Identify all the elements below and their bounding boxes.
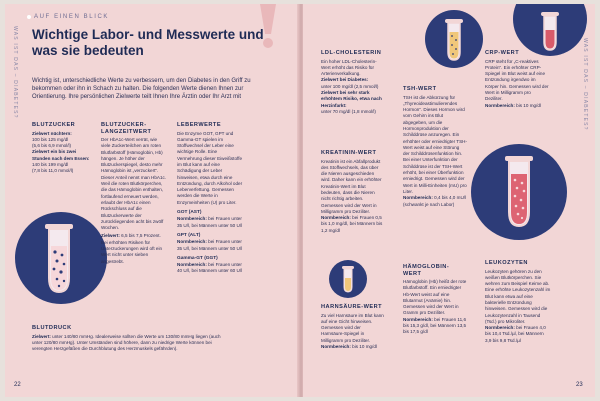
target-label: Zielwert bei sehr stark erhöhtem Risiko, etwa nach Herzinfarkt: (321, 89, 382, 108)
section-haemoglobin (403, 264, 467, 336)
section-langzeitwert (101, 122, 167, 265)
section-heading: LEUKOZYTEN (485, 260, 528, 266)
test-tube-icon (513, 4, 587, 56)
section-heading: BLUTDRUCK (32, 325, 72, 331)
running-head-left: WAS IST DAS – DIABETES? (12, 26, 18, 119)
norm-label: Normbereich: (177, 216, 207, 222)
section-text: Kreatinin ist ein Abfallprodukt des Stoffwechsels, das über die Nieren ausgeschieden wird. Daher kann ein erhöhter Kreatinin-Wert im Blut bedeuten, dass die Nieren nicht richtig arbeiten. Gemessen wird der Wert in Milligramm pro Deziliter. (321, 158, 382, 214)
sub-heading: Gamma-GT (GGT) (177, 255, 218, 261)
norm-label: Normbereich: (177, 262, 207, 268)
test-tube-icon (471, 144, 567, 240)
target-value: (5,6 bis 6,9 mmol/l) (32, 143, 72, 149)
norm-value: bis 10 mg/dl (516, 102, 541, 108)
kicker: AUF EINEN BLICK (34, 14, 110, 20)
running-head-right: WAS IST DAS – DIABETES? (582, 38, 588, 131)
target-value: (7,8 bis 11,0 mmol/l) (32, 168, 74, 174)
target-label: Zielwert ein bis zwei Stunden nach dem Essen: (32, 149, 90, 161)
intro-text: Wichtig ist, unterschiedliche Werte zu verbessern, um den Diabetes in den Griff zu bekommen oder ihn in Schach zu halten. Die folgenden Werte dienen Ihnen zur Orientierung. Ihre persönlichen Zielwerte teilt Ihnen Ihre Ärztin oder Ihr Arzt mit (32, 78, 251, 100)
section-harnsaeure (321, 304, 385, 350)
test-tube-illustration (513, 4, 587, 56)
norm-value: bei Frauen unter 35 U/l, bei Männern unter 50 U/l (177, 239, 243, 251)
section-heading: LDL-CHOLESTERIN (321, 50, 382, 56)
norm-label: Normbereich: (177, 239, 207, 245)
norm-label: Normbereich: (321, 343, 351, 349)
target-value: unter 140/80 mmHg. Idealerweise sollten die Werte um 130/80 mmHg liegen (auch unter 120/80 mmHg). Unter Umständen sind höhere, dann zu niedrige Werte können bei verengten Herzgefäßen die Durchblutung des Herzmuskels gefährden). (32, 333, 221, 352)
section-leukozyten (485, 260, 551, 344)
right-page (303, 4, 595, 397)
page-title: Wichtige Labor- und Messwerte und was sie bedeuten (32, 27, 264, 58)
left-page (5, 4, 299, 397)
section-text: Der HbA1c-Wert verrät, wie viele Zuckerteilchen am roten Blutfarbstoff (Hämoglobin, Hb) hängen. Je höher der Blutzuckerspiegel, desto mehr Hämoglobin ist „verzuckert“. Dieser Anteil nennt man HbA1c. Weil die roten Blutkörperchen, die das Hämoglobin enthalten, fortlaufend erneuert werden, erlaubt der HbA1c einen Rückschluss auf die Blutzuckerwerte der zurückliegenden acht bis zwölf Wochen. (101, 137, 167, 231)
norm-label: Normbereich: (321, 215, 351, 221)
section-tsh (403, 86, 467, 208)
test-tube-icon (425, 10, 483, 68)
target-value: 100 bis 125 mg/dl (32, 136, 69, 142)
page-number-left: 22 (14, 382, 21, 388)
target-label: Zielwert bei Diabetes: (321, 77, 369, 83)
target-label: Zielwert: (101, 233, 120, 239)
norm-label: Normbereich: (403, 195, 433, 201)
section-text: CRP steht für „C-reaktives Protein“. Ein erhöhter CRP-Spiegel im Blut weist auf eine Entzündung irgendwo im Körper hin. Gemessen wird der Wert in Milligramm pro Deziliter. (485, 58, 549, 102)
norm-label: Normbereich: (403, 316, 433, 322)
norm-value: bis 10 mg/dl (352, 343, 377, 349)
page-number-right: 23 (576, 382, 583, 388)
test-tube-icon (329, 260, 367, 298)
section-leberwerte (177, 122, 243, 275)
target-value: 6,5 bis 7,5 Prozent. Bei erhöhten Risiken für Unterzuckerungen wird oft ein Wert nicht unter sieben angestrebt. (101, 233, 163, 264)
section-crp (485, 50, 549, 109)
section-heading: TSH-WERT (403, 86, 437, 92)
section-heading: CRP-WERT (485, 50, 520, 56)
test-tube-icon (15, 212, 107, 304)
norm-value: bei Frauen unter 40 U/l, bei Männern unter 60 U/l (177, 262, 243, 274)
test-tube-illustration (425, 10, 483, 68)
target-value: unter 100 mg/dl (2,5 mmol/l) (321, 83, 379, 89)
target-label: Zielwert nüchtern: (32, 130, 72, 136)
section-text: Hämoglobin (Hb) heißt der rote Blutfarbstoff. Ein erniedrigter Hb-Wert weist auf eine Blutarmut (Anämie) hin. Gemessen wird der Wert in Gramm pro Deziliter. (403, 279, 467, 316)
section-heading: HÄMOGLOBIN-WERT (403, 264, 450, 277)
section-blutzucker (32, 122, 94, 175)
section-heading: HARNSÄURE-WERT (321, 304, 383, 310)
section-text: Die Enzyme GOT, GPT und Gamma-GT spielen im Stoffwechsel der Leber eine wichtige Rolle. Eine Vermehrung dieser Eiweißstoffe im Blut kann auf eine Schädigung der Leber hinweisen, etwa durch eine Entzündung, durch Alkohol oder Leberverfettung. Gemessen werden die Werte in Enzymeinheiten (U) pro Liter. (177, 130, 243, 205)
section-ldl (321, 50, 385, 115)
test-tube-illustration (471, 144, 567, 240)
section-text: Leukozyten gehören zu den weißen Blutkörperchen. Sie wehren zum Beispiel Keime ab. Eine erhöhte Leukozytenzahl im Blut kann etwa auf eine bakterielle Entzündung hinweisen. Gemessen wird die Leukozytenzahl in Tausend (Tsd.) pro Mikroliter. (485, 268, 551, 324)
section-heading: BLUTZUCKER-LANGZEITWERT (101, 122, 152, 135)
section-heading: BLUTZUCKER (32, 122, 76, 128)
section-heading: LEBERWERTE (177, 122, 222, 128)
test-tube-illustration (329, 260, 367, 298)
kicker-dot-icon (27, 15, 31, 19)
section-text: Ein hoher LDL-Cholesterin-Wert erhöht das Risiko für Arterienverkalkung. (321, 58, 377, 77)
norm-label: Normbereich: (485, 102, 515, 108)
norm-value: bei Frauen 4,0 bis 10,4 Tsd./µl, bei Männern 3,9 bis 9,8 Tsd./µl (485, 325, 546, 343)
test-tube-illustration (15, 212, 107, 304)
sub-heading: GOT (AST) (177, 210, 202, 216)
section-heading: KREATININ-WERT (321, 150, 377, 156)
target-value: unter 70 mg/dl (1,8 mmol/l) (321, 108, 376, 114)
target-label: Zielwert: (32, 333, 51, 339)
norm-value: bei Frauen 0,5 bis 1,0 mg/dl, bei Männern bis 1,2 mg/dl (321, 215, 383, 233)
section-text: Zu viel Harnsäure im Blut kann auf eine Gicht hinweisen. Gemessen wird der Harnsäure-Spiegel in Milligramm pro Deziliter. (321, 312, 384, 343)
section-text: TSH ist die Abkürzung für „Thyreoideastimulierendes Hormon“. Dieses Hormon wird vom Gehirn ins Blut abgegeben, um die Hormonproduktion der Schilddrüse anzuregen. Ein erhöhter oder erniedrigter TSH-Wert weist auf eine Störung der Schilddrüsenfunktion hin. Bei einer Unterfunktion der Schilddrüse ist der TSH-Wert erhöht, bei einer Überfunktion erniedrigt. Gemessen wird der Wert in Milli-Einheiten (mU) pro Liter. (403, 94, 468, 194)
sub-heading: GPT (ALT) (177, 232, 201, 238)
section-blutdruck (32, 325, 232, 352)
target-value: 140 bis 199 mg/dl (32, 161, 69, 167)
section-kreatinin (321, 150, 385, 234)
norm-value: 0,4 bis 4,0 mU/l (schwankt je nach Labor) (403, 195, 467, 207)
norm-value: bei Frauen 11,6 bis 15,3 g/dl, bei Männern 13,5 bis 17,5 g/dl (403, 316, 467, 335)
norm-value: bei Frauen unter 35 U/l, bei Männern unter 50 U/l (177, 216, 243, 228)
norm-label: Normbereich: (485, 325, 515, 331)
